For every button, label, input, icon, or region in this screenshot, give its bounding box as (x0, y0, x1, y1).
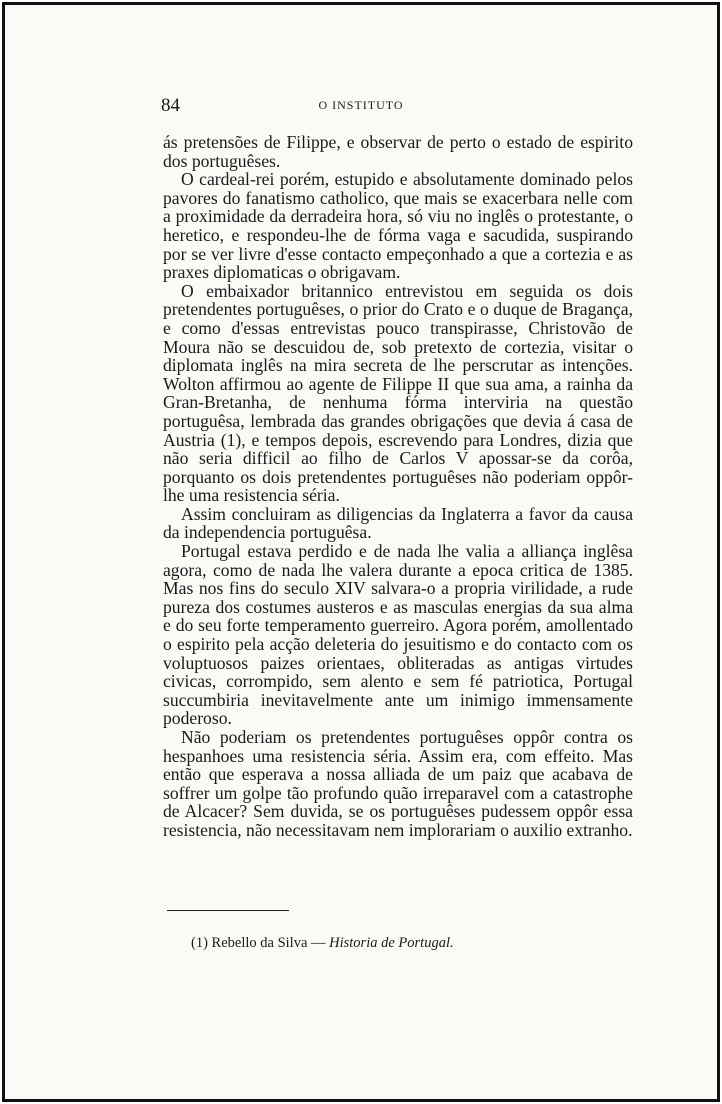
footnote-divider (167, 910, 289, 911)
running-title: O INSTITUTO (318, 98, 404, 112)
paragraph: O embaixador britannico entrevistou em seguida os dois pretendentes portuguêses, o prior do Crato e o duque de Bragança, e como d'essas entrevistas pouco transpirasse, Christovão de Moura não se descuidou de, sob pretexto de cortezia, visitar o diplomata inglês na mira secreta de lhe perscrutar as intenções. Wolton affirmou ao agente de Filippe II que sua ama, a rainha da Gran-Bretanha, de nenhuma fórma interviria na questão portuguêsa, lembrada das grandes obrigações que devia á casa de Austria (1), e tempos depois, escrevendo para Londres, dizia que não seria difficil ao filho de Carlos V apossar-se da corôa, porquanto os dois pretendentes portuguêses não poderiam oppôr-lhe uma resistencia séria. (163, 280, 633, 506)
paragraph: O cardeal-rei porém, estupido e absolutamente dominado pelos pavores do fanatismo catholico, que mais se exacerbara nelle com a proximidade da derradeira hora, só viu no inglês o protestante, o heretico, e respondeu-lhe de fórma vaga e sacudida, suspirando por se ver livre d'esse contacto empeçonhado a que a cortezia e as praxes diplomaticas o obrigavam. (163, 169, 633, 283)
paragraph-continuation: ás pretensões de Filippe, e observar de perto o estado de espirito dos portuguêses. (163, 132, 633, 171)
paragraph: Não poderiam os pretendentes portuguêses oppôr contra os hespanhoes uma resistencia séria. Assim era, com effeito. Mas então que esperava a nossa alliada de um paiz que acabava de soffrer um golpe tão profundo quão irreparavel com a catastrophe de Alcacer? Sem duvida, se os portuguêses pudessem oppôr essa resistencia, não necessitavam nem implorariam o auxilio extranho. (163, 727, 633, 840)
paragraph: Assim concluiram as diligencias da Inglaterra a favor da causa da independencia portuguêsa. (163, 503, 633, 543)
page-number: 84 (161, 95, 180, 116)
footnote-marker: (1) (191, 935, 208, 951)
page (2, 2, 720, 1102)
footnote-title: Historia de Portugal. (329, 935, 454, 951)
footnote-author: Rebello da Silva — (211, 935, 326, 951)
body-text (163, 133, 633, 840)
paragraph: Portugal estava perdido e de nada lhe valia a alliança inglêsa agora, como de nada lhe valera durante a epoca critica de 1385. Mas nos fins do seculo XIV salvara-o a propria virilidade, a rude pureza dos costumes austeros e as masculas energias da sua alma e do seu forte temperamento guerreiro. Agora porém, amollentado o espirito pela acção deleteria do jesuitismo e do contacto com os voluptuosos paizes orientaes, obliteradas as antigas virtudes civicas, corrompido, sem alento e sem fé patriotica, Portugal succumbiria inevitavelmente ante um inimigo immensamente poderoso. (163, 541, 633, 729)
footnote (191, 935, 454, 952)
